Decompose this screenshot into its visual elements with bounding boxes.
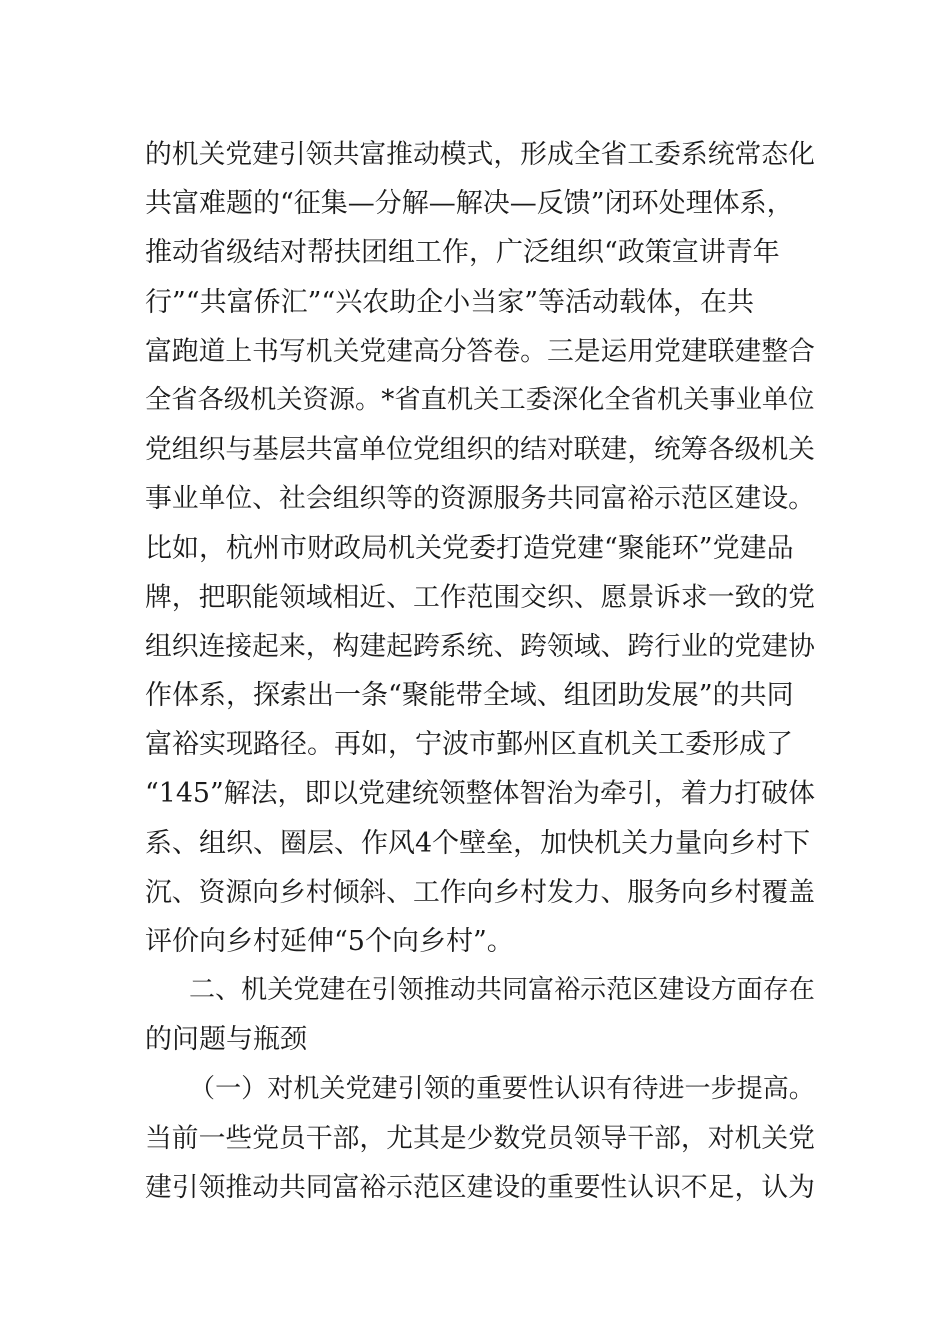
text-line: 富裕实现路径。再如，宁波市鄞州区直机关工委形成了 bbox=[145, 729, 793, 761]
text-line: “145”解法，即以党建统领整体智治为牵引，着力打破体 bbox=[145, 778, 816, 810]
text-line: 比如，杭州市财政局机关党委打造党建“聚能环”党建品 bbox=[145, 532, 794, 564]
text-line: 组织连接起来，构建起跨系统、跨领域、跨行业的党建协 bbox=[145, 630, 815, 662]
text-line: 评价向乡村延伸“5个向乡村”。 bbox=[145, 926, 514, 957]
section-heading-continued: 的问题与瓶颈 bbox=[145, 1024, 307, 1056]
text-line: 牌，把职能领域相近、工作范围交织、愿景诉求一致的党 bbox=[145, 581, 815, 613]
text-line: 当前一些党员干部，尤其是少数党员领导干部，对机关党 bbox=[145, 1122, 815, 1154]
text-line: 的机关党建引领共富推动模式，形成全省工委系统常态化 bbox=[145, 139, 815, 170]
text-line: 党组织与基层共富单位党组织的结对联建，统筹各级机关 bbox=[145, 434, 815, 466]
text-line: 作体系，探索出一条“聚能带全域、组团助发展”的共同 bbox=[145, 680, 794, 712]
text-line: 共富难题的“征集—分解—解决—反馈”闭环处理体系， bbox=[145, 188, 794, 220]
subsection-heading: （一）对机关党建引领的重要性认识有待进一步提高。 bbox=[189, 1073, 815, 1104]
text-line: 沉、资源向乡村倾斜、工作向乡村发力、服务向乡村覆盖 bbox=[145, 876, 815, 908]
text-line: 全省各级机关资源。*省直机关工委深化全省机关事业单位 bbox=[145, 384, 815, 415]
text-line: 行”“共富侨汇”“兴农助企小当家”等活动载体，在共 bbox=[145, 286, 755, 318]
text-line: 推动省级结对帮扶团组工作，广泛组织“政策宣讲青年 bbox=[145, 237, 780, 269]
text-line: 富跑道上书写机关党建高分答卷。三是运用党建联建整合 bbox=[145, 335, 815, 367]
section-heading: 二、机关党建在引领推动共同富裕示范区建设方面存在 bbox=[189, 975, 815, 1006]
body-text bbox=[145, 130, 815, 1212]
text-line: 建引领推动共同富裕示范区建设的重要性认识不足，认为 bbox=[145, 1171, 815, 1203]
text-line: 事业单位、社会组织等的资源服务共同富裕示范区建设。 bbox=[145, 483, 815, 515]
text-line: 系、组织、圈层、作风4个壁垒，加快机关力量向乡村下 bbox=[145, 827, 811, 859]
